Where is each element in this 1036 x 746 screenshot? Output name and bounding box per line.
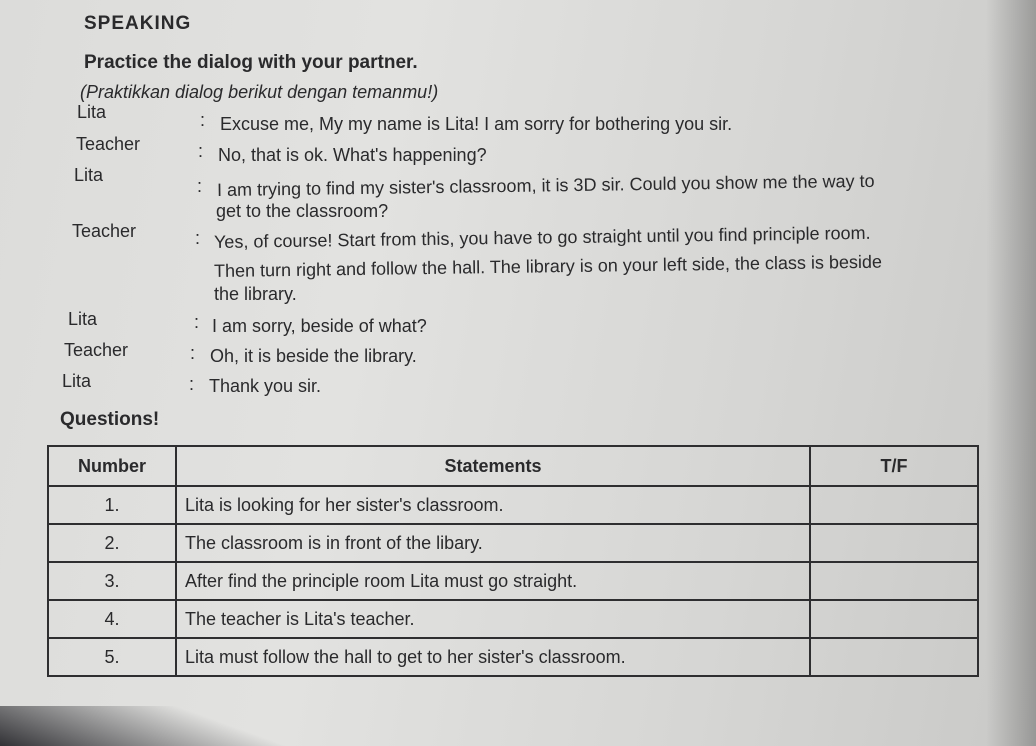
dialog-speaker: Lita xyxy=(62,371,92,391)
row-number: 1. xyxy=(48,486,176,524)
row-number: 5. xyxy=(48,638,176,676)
dialog-speaker: Lita xyxy=(68,309,98,329)
row-statement: Lita is looking for her sister's classroom. xyxy=(176,486,810,524)
dialog-colon: : xyxy=(189,374,195,394)
dialog-speaker: Lita xyxy=(77,102,107,122)
dialog-colon: : xyxy=(197,176,203,196)
row-statement: Lita must follow the hall to get to her sister's classroom. xyxy=(176,638,810,676)
row-number: 3. xyxy=(48,562,176,600)
table-row xyxy=(48,562,978,600)
table-row xyxy=(48,524,978,562)
dialog-text: Excuse me, My my name is Lita! I am sorry for bothering you sir. xyxy=(220,114,733,134)
table-header-row xyxy=(48,446,978,486)
dialog-text: get to the classroom? xyxy=(216,201,389,221)
dialog-speaker: Teacher xyxy=(64,340,129,360)
dialog-text: Yes, of course! Start from this, you have to go straight until you find principle room. xyxy=(213,222,871,252)
row-number: 2. xyxy=(48,524,176,562)
dialog-speaker: Teacher xyxy=(76,134,141,154)
header-tf: T/F xyxy=(810,446,978,486)
bottom-shadow xyxy=(0,706,300,746)
dialog-text: Then turn right and follow the hall. The library is on your left side, the class is beside xyxy=(213,251,883,281)
row-number: 4. xyxy=(48,600,176,638)
dialog-speaker: Lita xyxy=(74,165,104,185)
row-statement: The teacher is Lita's teacher. xyxy=(176,600,810,638)
dialog-speaker: Teacher xyxy=(72,221,137,241)
dialog-text: No, that is ok. What's happening? xyxy=(218,145,487,165)
instruction-text: Practice the dialog with your partner. xyxy=(84,52,418,73)
header-number: Number xyxy=(48,446,176,486)
section-heading: SPEAKING xyxy=(84,13,192,34)
dialog-colon: : xyxy=(195,228,201,248)
dialog-colon: : xyxy=(194,312,200,332)
translation-text: (Praktikkan dialog berikut dengan temanmu!) xyxy=(80,82,439,102)
dialog-colon: : xyxy=(200,110,206,130)
table-row xyxy=(48,600,978,638)
row-tf-answer[interactable] xyxy=(810,524,978,562)
row-tf-answer[interactable] xyxy=(810,562,978,600)
dialog-text: the library. xyxy=(214,284,297,304)
dialog-colon: : xyxy=(198,141,204,161)
dialog-colon: : xyxy=(190,343,196,363)
row-tf-answer[interactable] xyxy=(810,638,978,676)
row-statement: The classroom is in front of the libary. xyxy=(176,524,810,562)
row-tf-answer[interactable] xyxy=(810,600,978,638)
dialog-text: I am trying to find my sister's classroom, it is 3D sir. Could you show me the way to xyxy=(216,170,875,200)
questions-title: Questions! xyxy=(60,409,160,430)
row-tf-answer[interactable] xyxy=(810,486,978,524)
header-statements: Statements xyxy=(176,446,810,486)
table-row xyxy=(48,638,978,676)
dialog-text: Thank you sir. xyxy=(209,376,322,396)
table-row xyxy=(48,486,978,524)
page-edge-shadow xyxy=(986,0,1036,746)
questions-table xyxy=(47,445,979,677)
dialog-text: Oh, it is beside the library. xyxy=(210,346,417,366)
row-statement: After find the principle room Lita must go straight. xyxy=(176,562,810,600)
dialog-text: I am sorry, beside of what? xyxy=(212,316,427,336)
